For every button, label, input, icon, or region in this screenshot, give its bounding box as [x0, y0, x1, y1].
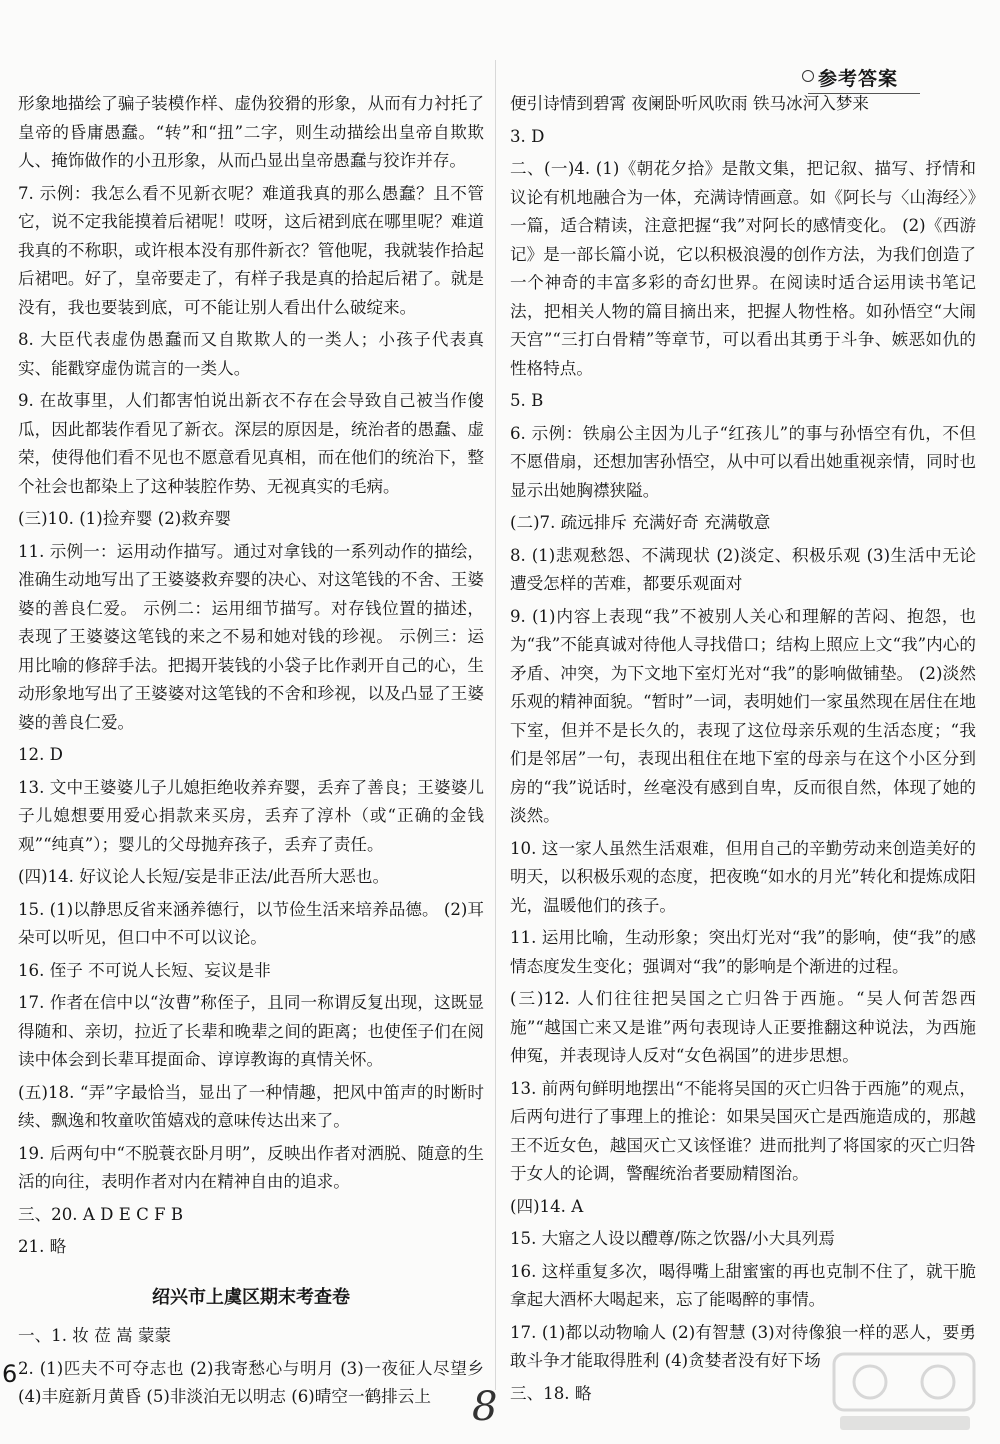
answer-paragraph: 17. (1)都以动物喻人 (2)有智慧 (3)对待像狼一样的恶人，要勇敢斗争才能取得胜利 (4)贪婪者没有好下场 — [510, 1322, 976, 1370]
answer-paragraph: 11. 运用比喻，生动形象；突出灯光对“我”的影响，使“我”的感情态度发生变化；强调对“我”的影响是个渐进的过程。 — [510, 928, 976, 976]
answer-paragraph: (四)14. 好议论人长短/妄是非正法/此吾所大恶也。 — [18, 867, 390, 886]
answer-paragraph: 13. 文中王婆婆儿子儿媳拒绝收养弃婴，丢弃了善良；王婆婆儿子儿媳想要用爱心捐款来买房，丢弃了淳朴（或“正确的金钱观”“纯真”）；婴儿的父母抛弃孩子，丢弃了责任。 — [18, 777, 484, 854]
answer-paragraph: 8. 大臣代表虚伪愚蠢而又自欺欺人的一类人；小孩子代表真实、能戳穿虚伪谎言的一类人。 — [18, 330, 484, 378]
answer-paragraph: 7. 示例：我怎么看不见新衣呢？难道我真的那么愚蠢？且不管它，说不定我能摸着后裙呢！哎呀，这后裙到底在哪里呢？难道我真的不称职，或许根本没有那件新衣？管他呢，我就装作拾起后裙吧。好了，皇帝要走了，有样子我是真的拾起后裙了。就是没有，我也要装到底，可不能让别人看出什么破绽来。 — [18, 183, 484, 317]
answer-paragraph: (三)10. (1)捡弃婴 (2)救弃婴 — [18, 509, 232, 528]
answer-paragraph: 一、1. 妆 莅 嵩 蒙蒙 — [18, 1326, 172, 1345]
answer-paragraph: 形象地描绘了骗子装模作样、虚伪狡猾的形象，从而有力衬托了皇帝的昏庸愚蠢。“转”和“扭”二字，则生动描绘出皇帝自欺欺人、掩饰做作的小丑形象，从而凸显出皇帝愚蠢与狡诈并存。 — [18, 94, 484, 170]
answer-paragraph: 16. 侄子 不可说人长短、妄议是非 — [18, 960, 271, 980]
answer-paragraph: 三、20. A D E C F B — [18, 1204, 184, 1224]
header-label: 参考答案 — [808, 62, 920, 94]
handwritten-mark: 8 — [472, 1384, 498, 1430]
right-column — [510, 90, 976, 1412]
answer-paragraph: 11. 示例一：运用动作描写。通过对拿钱的一系列动作的描绘，准确生动地写出了王婆婆救弃婴的决心、对这笔钱的不舍、王婆婆的善良仁爱。 示例二：运用细节描写。对存钱位置的描述，表现了王婆婆这笔钱的来之不易和她对钱的珍视。 示例三：运用比喻的修辞手法。把揭开装钱的小袋子比作剥开自己的心，生动形象地写出了王婆婆对这笔钱的不舍和珍视，以及凸显了王婆婆的善良仁爱。 — [18, 541, 484, 732]
answer-paragraph: (二)7. 疏远排斥 充满好奇 充满敬意 — [510, 513, 771, 532]
answer-paragraph: 16. 这样重复多次，喝得嘴上甜蜜蜜的再也克制不住了，就干脆拿起大酒杯大喝起来，忘了能喝醉的事情。 — [510, 1261, 976, 1309]
answer-paragraph: 2. (1)匹夫不可夺志也 (2)我寄愁心与明月 (3)一夜征人尽望乡 (4)丰庭新月黄昏 (5)非淡泊无以明志 (6)晴空一鹤排云上 — [18, 1358, 484, 1406]
answer-paragraph: 9. 在故事里，人们都害怕说出新衣不存在会导致自己被当作傻瓜，因此都装作看见了新衣。深层的原因是，统治者的愚蠢、虚荣，使得他们看不见也不愿意看见真相，而在他们的统治下，整个社会也都染上了这种装腔作势、无视真实的毛病。 — [18, 391, 484, 496]
answer-paragraph: 3. D — [510, 126, 545, 146]
answer-paragraph: 9. (1)内容上表现“我”不被别人关心和理解的苦闷、抱怨，也为“我”不能真诚对待他人寻找借口；结构上照应上文“我”内心的矛盾、冲突，为下文地下室灯光对“我”的影响做铺垫。 (2)淡然乐观的精神面貌。“暂时”一词，表明她们一家虽然现在居住在地下室，但并不是长久的，表现了这位母亲乐观的生活态度；“我们是邻居”一句，表现出租住在地下室的母亲与在这个小区分到房的“我”说话时，丝毫没有感到自卑，反而很自然，体现了她的淡然。 — [510, 606, 976, 825]
section-title: 绍兴市上虞区期末考查卷 — [152, 1286, 350, 1308]
answer-paragraph: (五)18. “弄”字最恰当，显出了一种情趣，把风中笛声的时断时续、飘逸和牧童吹笛嬉戏的意味传达出来了。 — [18, 1082, 484, 1130]
answer-paragraph: 12. D — [18, 745, 63, 764]
page-number: 6 — [2, 1360, 18, 1388]
answer-paragraph: 便引诗情到碧霄 夜阑卧听风吹雨 铁马冰河入梦来 — [510, 94, 870, 113]
answer-paragraph: (三)12. 人们往往把吴国之亡归咎于西施。“吴人何苦怨西施”“越国亡来又是谁”两句表现诗人正要推翻这种说法，为西施伸冤，并表现诗人反对“女色祸国”的进步思想。 — [510, 989, 976, 1065]
answer-paragraph: 8. (1)悲观愁怨、不满现状 (2)淡定、积极乐观 (3)生活中无论遭受怎样的苦难，都要乐观面对 — [510, 545, 976, 593]
watermark-logo-icon — [830, 1346, 980, 1436]
answer-paragraph: 13. 前两句鲜明地摆出“不能将吴国的灭亡归咎于西施”的观点，后两句进行了事理上的推论：如果吴国灭亡是西施造成的，那越王不近女色，越国灭亡又该怪谁？进而批判了将国家的灭亡归咎于女人的论调，警醒统治者要励精图治。 — [510, 1078, 976, 1183]
answer-paragraph: 10. 这一家人虽然生活艰难，但用自己的辛勤劳动来创造美好的明天，以积极乐观的态度，把夜晚“如水的月光”转化和提炼成阳光，温暖他们的孩子。 — [510, 838, 976, 915]
answer-paragraph: 17. 作者在信中以“汝曹”称侄子，且同一称谓反复出现，这既显得随和、亲切，拉近了长辈和晚辈之间的距离；也使侄子们在阅读中体会到长辈耳提面命、谆谆教诲的真情关怀。 — [18, 993, 484, 1069]
left-column — [18, 90, 484, 1416]
answer-paragraph: 6. 示例：铁扇公主因为儿子“红孩儿”的事与孙悟空有仇，不但不愿借扇，还想加害孙悟空，从中可以看出她重视亲情，同时也显示出她胸襟狭隘。 — [510, 423, 976, 500]
column-divider — [495, 60, 496, 1390]
answer-paragraph: 19. 后两句中“不脱蓑衣卧月明”，反映出作者对洒脱、随意的生活的向往，表明作者对内在精神自由的追求。 — [18, 1143, 484, 1191]
answer-paragraph: 15. (1)以静思反省来涵养德行，以节俭生活来培养品德。 (2)耳朵可以听见，但口中不可以议论。 — [18, 899, 484, 947]
answer-paragraph: 5. B — [510, 391, 544, 410]
answer-paragraph: 21. 略 — [18, 1237, 67, 1256]
answer-paragraph: 15. 大寤之人设以醴尊/陈之饮器/小大具列焉 — [510, 1229, 835, 1248]
answer-paragraph: (四)14. A — [510, 1196, 584, 1216]
answer-paragraph: 二、(一)4. (1)《朝花夕拾》是散文集，把记叙、描写、抒情和议论有机地融合为一体，充满诗情画意。如《阿长与〈山海经〉》一篇，适合精读，注意把握“我”对阿长的感情变化。 (2)《西游记》是一部长篇小说，它以积极浪漫的创作方法，为我们创造了一个神奇的丰富多彩的奇幻世界。在阅读时适合运用读书笔记法，把相关人物的篇目摘出来，把握人物性格。如孙悟空“大闹天宫”“三打白骨精”等章节，可以看出其勇于斗争、嫉恶如仇的性格特点。 — [510, 159, 976, 378]
answer-paragraph: 三、18. 略 — [510, 1383, 592, 1403]
